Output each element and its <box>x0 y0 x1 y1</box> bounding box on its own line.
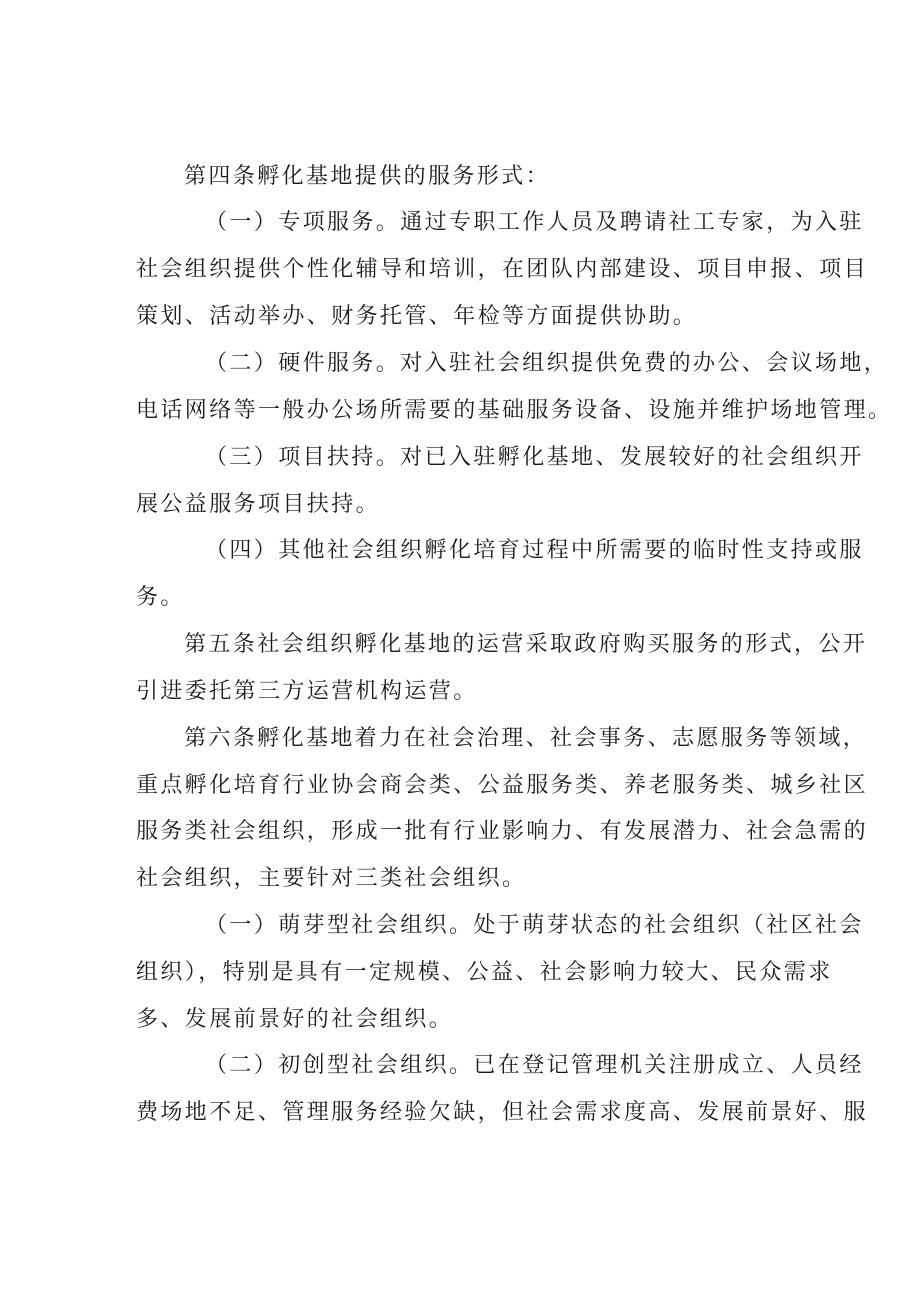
paragraph-line: （一）萌芽型社会组织。处于萌芽状态的社会组织（社区社会 <box>205 913 864 938</box>
paragraph-line: 展公益服务项目扶持。 <box>136 492 381 517</box>
paragraph-line: （一）专项服务。通过专职工作人员及聘请社工专家，为入驻 <box>205 210 864 235</box>
paragraph-line: 社会组织，主要针对三类社会组织。 <box>136 866 527 891</box>
paragraph-line: （四）其他社会组织孵化培育过程中所需要的临时性支持或服 <box>205 538 864 563</box>
paragraph-line: 费场地不足、管理服务经验欠缺，但社会需求度高、发展前景好、服 <box>136 1100 869 1125</box>
paragraph-line: 引进委托第三方运营机构运营。 <box>136 679 478 704</box>
paragraph-line: 社会组织提供个性化辅导和培训，在团队内部建设、项目申报、项目 <box>136 257 869 282</box>
paragraph-line: 策划、活动举办、财务托管、年检等方面提供协助。 <box>136 304 698 329</box>
paragraph-line: （二）硬件服务。对入驻社会组织提供免费的办公、会议场地， <box>205 351 889 376</box>
article-6-paragraph: 第六条孵化基地着力在社会治理、社会事务、志愿服务等领域， <box>184 726 868 751</box>
paragraph-line: （三）项目扶持。对已入驻孵化基地、发展较好的社会组织开 <box>205 445 864 470</box>
paragraph-line: 重点孵化培育行业协会商会类、公益服务类、养老服务类、城乡社区 <box>136 773 869 798</box>
paragraph-line: （二）初创型社会组织。已在登记管理机关注册成立、人员经 <box>205 1053 864 1078</box>
paragraph-line: 组织），特别是具有一定规模、公益、社会影响力较大、民众需求 <box>136 960 833 985</box>
paragraph-line: 多、发展前景好的社会组织。 <box>136 1007 454 1032</box>
paragraph-line: 电话网络等一般办公场所需要的基础服务设备、设施并维护场地管理。 <box>136 398 893 423</box>
paragraph-line: 务。 <box>136 585 185 610</box>
paragraph-line: 服务类社会组织，形成一批有行业影响力、有发展潜力、社会急需的 <box>136 819 869 844</box>
article-4-heading: 第四条孵化基地提供的服务形式： <box>184 164 551 189</box>
article-5-paragraph: 第五条社会组织孵化基地的运营采取政府购买服务的形式，公开 <box>184 632 868 657</box>
